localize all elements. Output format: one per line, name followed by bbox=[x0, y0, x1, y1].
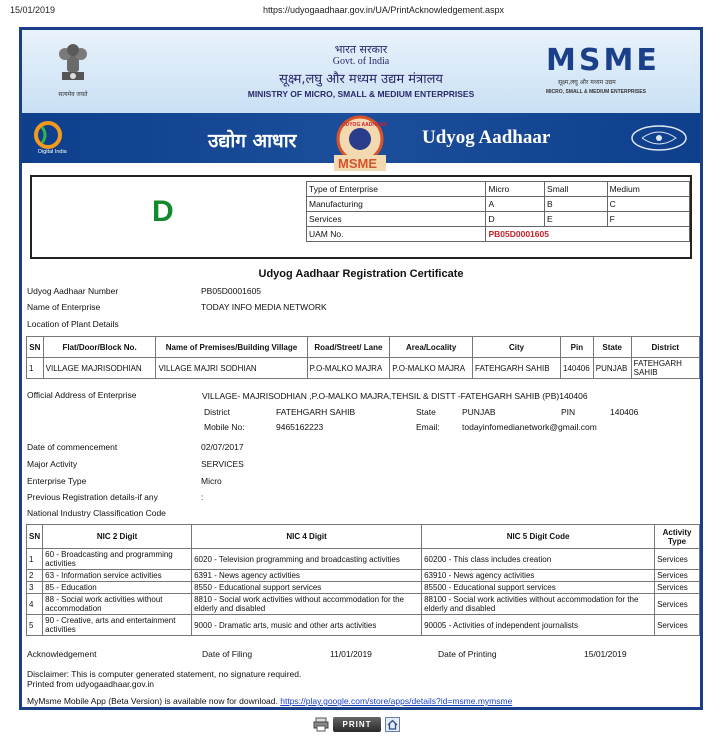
digital-india-text: Digital India bbox=[38, 149, 67, 155]
plant-table-header: District bbox=[631, 337, 699, 358]
nic-table-cell: 5 bbox=[27, 615, 43, 636]
hindi-govt: भारत सरकार bbox=[334, 43, 388, 56]
major-activity-value: SERVICES bbox=[201, 459, 244, 469]
district-value: FATEHGARH SAHIB bbox=[276, 407, 356, 417]
plant-table-cell: 140406 bbox=[561, 358, 594, 379]
plant-table-cell: VILLAGE MAJRISODHIAN bbox=[43, 358, 156, 379]
nic-table-cell: Services bbox=[655, 615, 700, 636]
table-row bbox=[27, 582, 700, 594]
nic-table-cell: 60200 - This class includes creation bbox=[422, 549, 655, 570]
table-row bbox=[27, 358, 700, 379]
udyog-aadhaar-english: Udyog Aadhaar bbox=[422, 127, 551, 148]
enterprise-type-row bbox=[307, 212, 690, 227]
nic-label: National Industry Classification Code bbox=[27, 508, 166, 518]
enterprise-type-value: Micro bbox=[201, 476, 222, 486]
printed-from: Printed from udyogaadhaar.gov.in bbox=[27, 679, 154, 689]
digital-india-badge-icon bbox=[628, 121, 690, 155]
enterprise-type-cell: F bbox=[607, 212, 689, 227]
uam-row bbox=[307, 227, 690, 242]
enterprise-name-value: TODAY INFO MEDIA NETWORK bbox=[201, 302, 327, 312]
msme-logo-hindi: सूक्ष्म,लघु और मध्यम उद्यम bbox=[558, 79, 616, 86]
official-address: VILLAGE- MAJRISODHIAN ,P.O-MALKO MAJRA,TEHSIL & DISTT -FATEHGARH SAHIB (PB)140406 bbox=[202, 391, 588, 401]
nic-table-header: Activity Type bbox=[655, 525, 700, 549]
uam-label: UAM No. bbox=[307, 227, 486, 242]
nic-table-cell: 63 - Information service activities bbox=[43, 570, 192, 582]
state-value: PUNJAB bbox=[462, 407, 496, 417]
enterprise-type-row bbox=[307, 182, 690, 197]
app-download-link[interactable]: https://play.google.com/store/apps/details?id=msme.mymsme bbox=[280, 696, 513, 706]
plant-table-cell: P.O-MALKO MAJRA bbox=[390, 358, 473, 379]
enterprise-type-cell: B bbox=[545, 197, 608, 212]
major-activity-label: Major Activity bbox=[27, 459, 78, 469]
plant-table-header: Pin bbox=[561, 337, 594, 358]
nic-table-cell: 88 - Social work activities without accommodation bbox=[43, 594, 192, 615]
nic-table-header: NIC 5 Digit Code bbox=[422, 525, 655, 549]
email-value: todayinfomedianetwork@gmail.com bbox=[462, 422, 597, 432]
enterprise-type-cell: Micro bbox=[486, 182, 545, 197]
enterprise-type-row bbox=[307, 197, 690, 212]
enterprise-type-cell: Medium bbox=[607, 182, 689, 197]
nic-table-cell: Services bbox=[655, 594, 700, 615]
printing-date-label: Date of Printing bbox=[438, 649, 497, 659]
enterprise-type-cell: Small bbox=[545, 182, 608, 197]
nic-table-cell: 63910 - News agency activities bbox=[422, 570, 655, 582]
emblem-caption: सत्यमेव जयते bbox=[58, 92, 88, 98]
udyog-aadhaar-banner bbox=[22, 113, 700, 171]
pin-label: PIN bbox=[561, 407, 576, 417]
print-button[interactable]: PRINT bbox=[333, 717, 381, 732]
nic-table-cell: 8810 - Social work activities without accommodation for the elderly and disabled bbox=[192, 594, 422, 615]
print-toolbar bbox=[313, 715, 403, 735]
home-icon[interactable] bbox=[385, 717, 400, 732]
printer-icon[interactable] bbox=[313, 717, 329, 732]
printing-date-value: 15/01/2019 bbox=[584, 649, 627, 659]
plant-table-cell: PUNJAB bbox=[593, 358, 631, 379]
plant-table-cell: P.O-MALKO MAJRA bbox=[307, 358, 390, 379]
ministry-header bbox=[22, 30, 700, 113]
previous-registration-label: Previous Registration details-if any bbox=[27, 492, 158, 502]
plant-table-header: State bbox=[593, 337, 631, 358]
nic-table-cell: Services bbox=[655, 582, 700, 594]
commencement-value: 02/07/2017 bbox=[201, 442, 244, 452]
uam-number: PB05D0001605 bbox=[486, 227, 690, 242]
certificate-title: Udyog Aadhaar Registration Certificate bbox=[258, 268, 464, 280]
msme-logo-text: MSME bbox=[546, 43, 660, 78]
plant-table-header: City bbox=[473, 337, 561, 358]
app-text: MyMsme Mobile App (Beta Version) is available now for download. bbox=[27, 696, 278, 706]
mobile-label: Mobile No: bbox=[204, 422, 245, 432]
govt-india: Govt. of India bbox=[332, 56, 390, 67]
nic-table bbox=[26, 524, 700, 636]
plant-location-table bbox=[26, 336, 700, 379]
nic-table-cell: 6391 - News agency activities bbox=[192, 570, 422, 582]
nic-table-header: SN bbox=[27, 525, 43, 549]
uan-label: Udyog Aadhaar Number bbox=[27, 286, 119, 296]
filing-date-label: Date of Filing bbox=[202, 649, 253, 659]
uan-value: PB05D0001605 bbox=[201, 286, 262, 296]
browser-print-header bbox=[0, 0, 720, 20]
plant-table-cell: VILLAGE MAJRI SODHIAN bbox=[156, 358, 307, 379]
plant-table-header: Road/Street/ Lane bbox=[307, 337, 390, 358]
nic-table-cell: 8550 - Educational support services bbox=[192, 582, 422, 594]
plant-table-header: SN bbox=[27, 337, 44, 358]
commencement-label: Date of commencement bbox=[27, 442, 118, 452]
ministry-name: MINISTRY OF MICRO, SMALL & MEDIUM ENTERPRISES bbox=[247, 89, 475, 99]
enterprise-type-cell: E bbox=[545, 212, 608, 227]
nic-table-cell: 90 - Creative, arts and entertainment activities bbox=[43, 615, 192, 636]
print-url: https://udyogaadhaar.gov.in/UA/PrintAcknowledgement.aspx bbox=[263, 5, 504, 15]
enterprise-type-cell: D bbox=[486, 212, 545, 227]
enterprise-category-box bbox=[30, 175, 692, 259]
nic-table-cell: 3 bbox=[27, 582, 43, 594]
enterprise-name-label: Name of Enterprise bbox=[27, 302, 101, 312]
enterprise-type-cell: Type of Enterprise bbox=[307, 182, 486, 197]
hindi-ministry: सूक्ष्म,लघु और मध्यम उद्यम मंत्रालय bbox=[279, 72, 443, 87]
acknowledgement-label: Acknowledgement bbox=[27, 649, 97, 659]
email-label: Email: bbox=[416, 422, 440, 432]
disclaimer: Disclaimer: This is computer generated statement, no signature required. bbox=[27, 669, 302, 679]
nic-table-cell: 88100 - Social work activities without accommodation for the elderly and disabled bbox=[422, 594, 655, 615]
enterprise-type-cell: Manufacturing bbox=[307, 197, 486, 212]
app-note bbox=[27, 696, 512, 706]
print-date: 15/01/2019 bbox=[10, 5, 56, 15]
msme-logo-sub: MICRO, SMALL & MEDIUM ENTERPRISES bbox=[546, 89, 646, 95]
nic-table-cell: 85500 - Educational support services bbox=[422, 582, 655, 594]
enterprise-type-cell: Services bbox=[307, 212, 486, 227]
nic-table-cell: 60 - Broadcasting and programming activities bbox=[43, 549, 192, 570]
plant-table-cell: FATEHGARH SAHIB bbox=[473, 358, 561, 379]
table-row bbox=[27, 594, 700, 615]
nic-table-header: NIC 4 Digit bbox=[192, 525, 422, 549]
enterprise-type-table bbox=[306, 181, 690, 242]
nic-table-cell: 1 bbox=[27, 549, 43, 570]
udyog-aadhaar-hindi: उद्योग आधार bbox=[208, 130, 297, 152]
plant-table-header: Name of Premises/Building Village bbox=[156, 337, 307, 358]
nic-table-cell: 2 bbox=[27, 570, 43, 582]
location-label: Location of Plant Details bbox=[27, 319, 119, 329]
table-row bbox=[27, 570, 700, 582]
table-row bbox=[27, 549, 700, 570]
nic-table-cell: Services bbox=[655, 549, 700, 570]
official-address-label: Official Address of Enterprise bbox=[27, 390, 137, 400]
pin-value: 140406 bbox=[610, 407, 639, 417]
previous-registration-value: : bbox=[201, 492, 204, 502]
enterprise-type-cell: C bbox=[607, 197, 689, 212]
digital-india-icon bbox=[32, 119, 92, 155]
msme-logo bbox=[546, 43, 666, 98]
table-row bbox=[27, 615, 700, 636]
enterprise-type-cell: A bbox=[486, 197, 545, 212]
nic-table-cell: 4 bbox=[27, 594, 43, 615]
nic-table-header: NIC 2 Digit bbox=[43, 525, 192, 549]
certificate-frame bbox=[19, 27, 703, 710]
plant-table-cell: 1 bbox=[27, 358, 44, 379]
plant-table-header: Area/Locality bbox=[390, 337, 473, 358]
nic-table-cell: 85 - Education bbox=[43, 582, 192, 594]
enterprise-type-label: Enterprise Type bbox=[27, 476, 87, 486]
mobile-value: 9465162223 bbox=[276, 422, 324, 432]
plant-table-header: Flat/Door/Block No. bbox=[43, 337, 156, 358]
nic-table-cell: 6020 - Television programming and broadcasting activities bbox=[192, 549, 422, 570]
filing-date-value: 11/01/2019 bbox=[330, 649, 372, 659]
seal-msme-text: MSME bbox=[338, 156, 377, 171]
plant-table-cell: FATEHGARH SAHIB bbox=[631, 358, 699, 379]
category-letter: D bbox=[152, 195, 174, 228]
seal-top-text: UDYOG AADHAAR bbox=[342, 122, 387, 128]
nic-table-cell: 90005 - Activities of independent journalists bbox=[422, 615, 655, 636]
state-label: State bbox=[416, 407, 436, 417]
nic-table-cell: Services bbox=[655, 570, 700, 582]
nic-table-cell: 9000 - Dramatic arts, music and other arts activities bbox=[192, 615, 422, 636]
district-label: District bbox=[204, 407, 230, 417]
udyog-aadhaar-seal-icon bbox=[320, 115, 400, 173]
